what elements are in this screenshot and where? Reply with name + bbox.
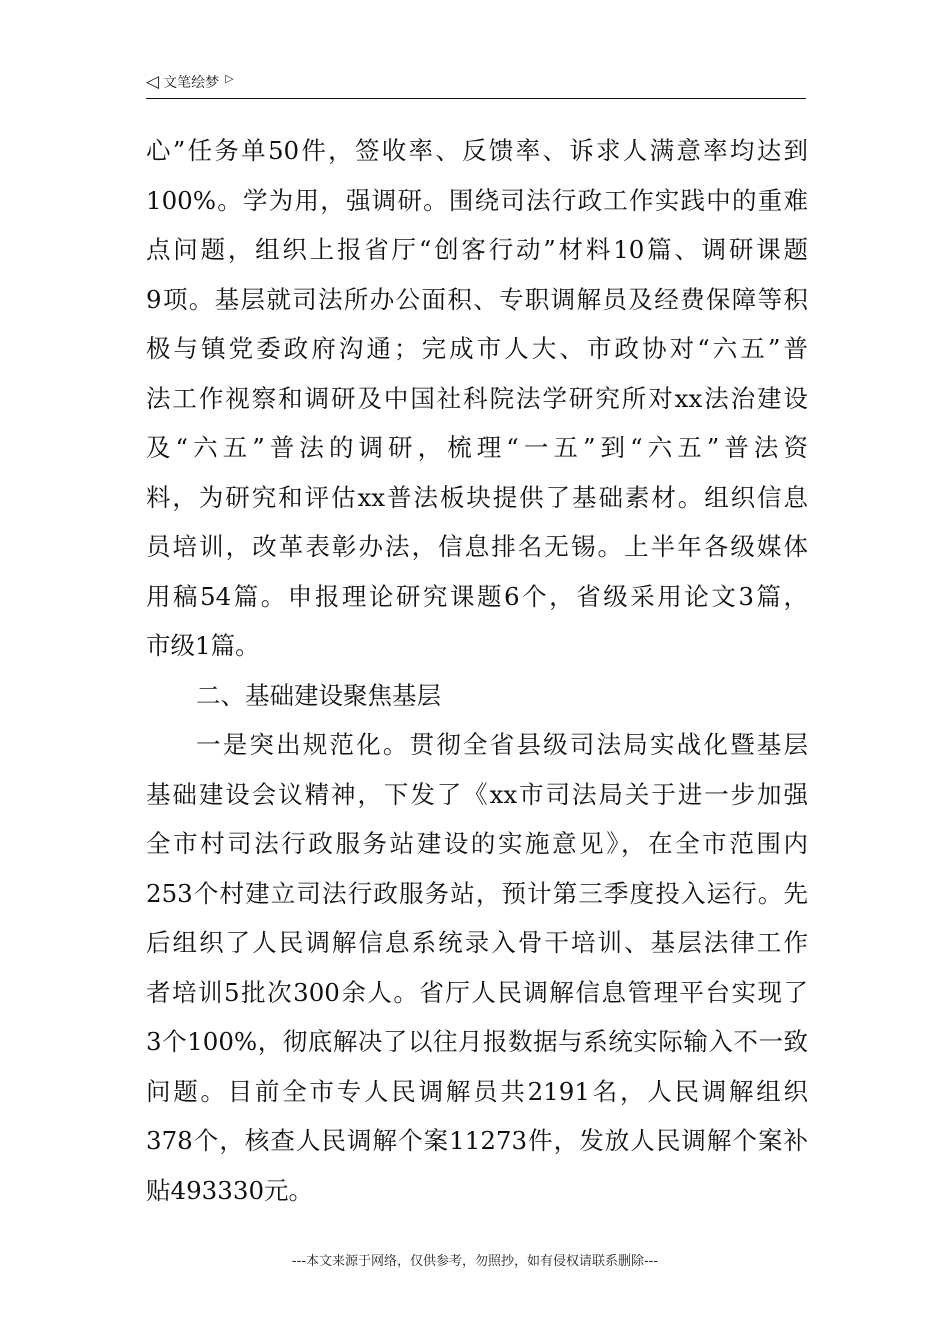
body-line: 料，为研究和评估xx普法板块提供了基础素材。组织信息 [146, 482, 808, 512]
body-line: 贴493330元。 [146, 1175, 314, 1205]
footer-notice: ---本文来源于网络，仅供参考，勿照抄，如有侵权请联系删除--- [291, 1254, 659, 1269]
page-header [146, 70, 806, 99]
body-line: 一是突出规范化。贯彻全省县级司法局实战化暨基层 [196, 730, 808, 759]
body-line: 员培训，改革表彰办法，信息排名无锡。上半年各级媒体 [146, 532, 808, 561]
triangle-right-icon: ▷ [225, 71, 234, 85]
body-line: 及“六五”普法的调研，梳理“一五”到“六五”普法资 [146, 433, 808, 462]
body-line: 100%。学为用，强调研。围绕司法行政工作实践中的重难 [146, 185, 808, 215]
body-line: 253个村建立司法行政服务站，预计第三季度投入运行。先 [146, 878, 808, 908]
body-line: 后组织了人民调解信息系统录入骨干培训、基层法律工作 [146, 928, 808, 957]
section-heading: 二、基础建设聚焦基层 [196, 680, 441, 710]
body-line: 9项。基层就司法所办公面积、专职调解员及经费保障等积 [146, 284, 808, 314]
body-line: 极与镇党委政府沟通；完成市人大、市政协对“六五”普 [146, 334, 808, 363]
body-line: 法工作视察和调研及中国社科院法学研究所对xx法治建设 [146, 383, 808, 413]
body-line: 基础建设会议精神，下发了《xx市司法局关于进一步加强 [146, 779, 808, 809]
body-line: 用稿54篇。申报理论研究课题6个，省级采用论文3篇， [146, 581, 808, 611]
triangle-left-icon: ◁ [146, 71, 160, 92]
brand-name: 文笔绘梦 [163, 75, 220, 91]
body-line: 者培训5批次300余人。省厅人民调解信息管理平台实现了 [146, 977, 808, 1007]
body-line: 3个100%，彻底解决了以往月报数据与系统实际输入不一致 [146, 1027, 808, 1056]
body-line: 市级1篇。 [146, 631, 260, 660]
body-line: 点问题，组织上报省厅“创客行动”材料10篇、调研课题 [146, 235, 808, 264]
body-line: 全市村司法行政服务站建设的实施意见》，在全市范围内 [146, 829, 808, 858]
document-body [146, 126, 808, 1215]
body-line: 378个，核查人民调解个案11273件，发放人民调解个案补 [146, 1126, 808, 1155]
header-brand [146, 72, 234, 92]
body-line: 心”任务单50件，签收率、反馈率、诉求人满意率均达到 [146, 136, 808, 165]
body-line: 问题。目前全市专人民调解员共2191名，人民调解组织 [146, 1076, 808, 1106]
